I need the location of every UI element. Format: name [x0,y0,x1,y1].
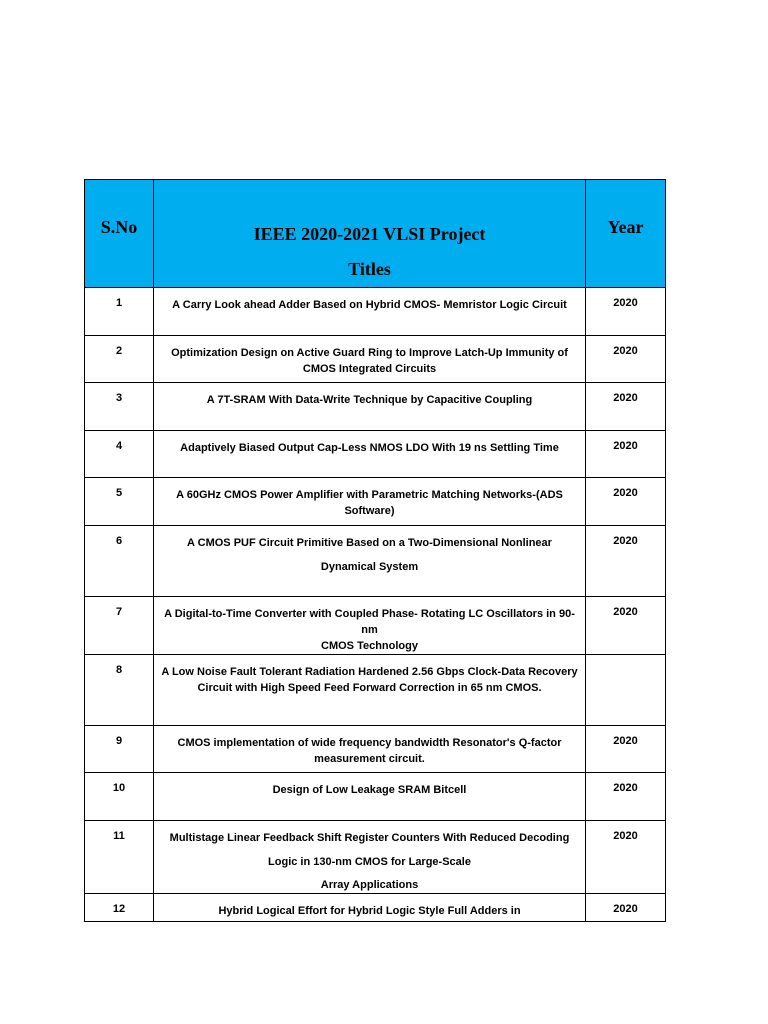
row-year: 2020 [586,894,666,922]
table-row [85,431,666,478]
table-row [85,383,666,431]
row-title: Multistage Linear Feedback Shift Register Counters With Reduced Decoding Logic in 130-nm CMOS for Large-Scale Array Applications [154,821,586,894]
row-year: 2020 [586,288,666,336]
row-title: A 7T-SRAM With Data-Write Technique by Capacitive Coupling [154,383,586,431]
table-row [85,773,666,821]
row-title: A CMOS PUF Circuit Primitive Based on a Two-Dimensional Nonlinear Dynamical System [154,526,586,597]
row-sno: 5 [85,478,154,526]
table-row [85,288,666,336]
row-title: A 60GHz CMOS Power Amplifier with Parametric Matching Networks-(ADS Software) [154,478,586,526]
table-row [85,478,666,526]
row-sno: 12 [85,894,154,922]
row-sno: 10 [85,773,154,821]
row-year [586,655,666,726]
header-sno: S.No [85,180,154,288]
row-year: 2020 [586,726,666,773]
row-title: A Low Noise Fault Tolerant Radiation Hardened 2.56 Gbps Clock-Data Recovery Circuit with High Speed Feed Forward Correction in 65 nm CMOS. [154,655,586,726]
table-header-row [85,180,666,288]
table-row [85,821,666,894]
row-year: 2020 [586,336,666,383]
row-sno: 8 [85,655,154,726]
row-year: 2020 [586,526,666,597]
row-title: Hybrid Logical Effort for Hybrid Logic Style Full Adders in [154,894,586,922]
table-row [85,726,666,773]
table-row [85,655,666,726]
header-title-line1: IEEE 2020-2021 VLSI Project [253,224,486,244]
row-sno: 11 [85,821,154,894]
table-row [85,597,666,655]
row-title: Optimization Design on Active Guard Ring to Improve Latch-Up Immunity of CMOS Integrated Circuits [154,336,586,383]
vlsi-project-table [84,179,666,922]
row-sno: 2 [85,336,154,383]
row-sno: 6 [85,526,154,597]
row-title: Design of Low Leakage SRAM Bitcell [154,773,586,821]
row-year: 2020 [586,597,666,655]
row-sno: 7 [85,597,154,655]
header-title [154,180,586,288]
row-title: Adaptively Biased Output Cap-Less NMOS LDO With 19 ns Settling Time [154,431,586,478]
row-year: 2020 [586,773,666,821]
row-year: 2020 [586,478,666,526]
header-title-line2: Titles [348,259,391,279]
row-sno: 1 [85,288,154,336]
row-year: 2020 [586,383,666,431]
row-title: A Carry Look ahead Adder Based on Hybrid CMOS- Memristor Logic Circuit [154,288,586,336]
row-year: 2020 [586,821,666,894]
table-row [85,336,666,383]
header-year: Year [586,180,666,288]
row-sno: 3 [85,383,154,431]
row-year: 2020 [586,431,666,478]
table-row [85,894,666,922]
row-sno: 9 [85,726,154,773]
row-sno: 4 [85,431,154,478]
row-title: A Digital-to-Time Converter with Coupled Phase- Rotating LC Oscillators in 90-nm CMOS Technology [154,597,586,655]
row-title: CMOS implementation of wide frequency bandwidth Resonator's Q-factor measurement circuit. [154,726,586,773]
table-row [85,526,666,597]
